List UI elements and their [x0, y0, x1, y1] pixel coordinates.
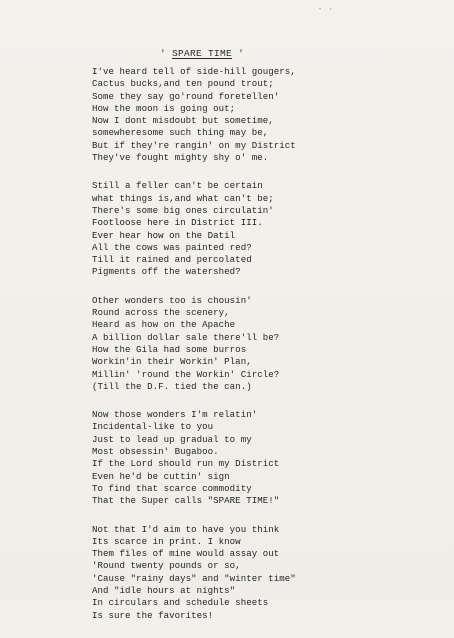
poem-body — [92, 66, 432, 638]
stanza-1 — [92, 66, 432, 164]
poem-line: 'Round twenty pounds or so, — [92, 560, 241, 572]
poem-line: But if they're rangin' on my District — [92, 139, 296, 151]
poem-line: Just to lead up gradual to my — [92, 433, 252, 445]
poem-line: If the Lord should run my District — [92, 458, 280, 470]
poem-line: There's some big ones circulatin' — [92, 204, 274, 216]
poem-line: Round across the scenery, — [92, 307, 230, 319]
poem-line: Most obsessin' Bugaboo. — [92, 446, 219, 458]
title-quote-open: ' — [160, 48, 167, 59]
poem-line: I've heard tell of side-hill gougers, — [92, 66, 296, 77]
poem-line: Millin' 'round the Workin' Circle? — [92, 368, 280, 380]
poem-line: Some they say go'round foretellen' — [92, 90, 280, 102]
poem-line: Now I dont misdoubt but sometime, — [92, 115, 274, 127]
poem-line: They've fought mighty shy o' me. — [92, 152, 269, 164]
poem-line: Pigments off the watershed? — [92, 266, 241, 278]
poem-line: To find that scarce commodity — [92, 482, 252, 494]
stanza-3 — [92, 295, 432, 393]
poem-line: Till it rained and percolated — [92, 254, 252, 266]
poem-line: How the moon is going out; — [92, 102, 236, 114]
poem-line: Even he'd be cuttin' sign — [92, 470, 230, 482]
poem-line: And "idle hours at nights" — [92, 584, 236, 596]
poem-line: All the cows was painted red? — [92, 241, 252, 253]
poem-line: Workin'in their Workin' Plan, — [92, 356, 252, 368]
poem-line: Still a feller can't be certain — [92, 180, 263, 192]
poem-line: That the Super calls "SPARE TIME!" — [92, 495, 280, 507]
poem-line: In circulars and schedule sheets — [92, 597, 269, 609]
poem-line: Heard as how on the Apache — [92, 319, 236, 331]
poem-line: Its scarce in print. I know — [92, 535, 241, 547]
poem-line: Footloose here in District III. — [92, 217, 263, 229]
poem-title — [160, 48, 244, 59]
poem-line: How the Gila had some burros — [92, 343, 247, 355]
stray-pen-mark: - · — [318, 6, 334, 14]
poem-line: Other wonders too is chousin' — [92, 294, 252, 306]
poem-line: Is sure the favorites! — [92, 609, 214, 621]
poem-line: Cactus bucks,and ten pound trout; — [92, 78, 274, 90]
poem-line: Incidental-like to you — [92, 421, 214, 433]
poem-line: 'Cause "rainy days" and "winter time" — [92, 572, 296, 584]
title-text: SPARE TIME — [172, 48, 233, 59]
poem-line: what things is,and what can't be; — [92, 192, 274, 204]
poem-line: Not that I'd aim to have you think — [92, 523, 280, 535]
poem-line: Now those wonders I'm relatin' — [92, 409, 258, 421]
poem-line: Them files of mine would assay out — [92, 548, 280, 560]
poem-line: A billion dollar sale there'll be? — [92, 331, 280, 343]
stanza-2 — [92, 180, 432, 278]
stanza-4 — [92, 409, 432, 507]
title-quote-close: ' — [238, 48, 245, 59]
stanza-5 — [92, 524, 432, 622]
poem-line: somewheresome such thing may be, — [92, 127, 269, 139]
poem-line: Ever hear how on the Datil — [92, 229, 236, 241]
poem-line: (Till the D.F. tied the can.) — [92, 380, 252, 392]
